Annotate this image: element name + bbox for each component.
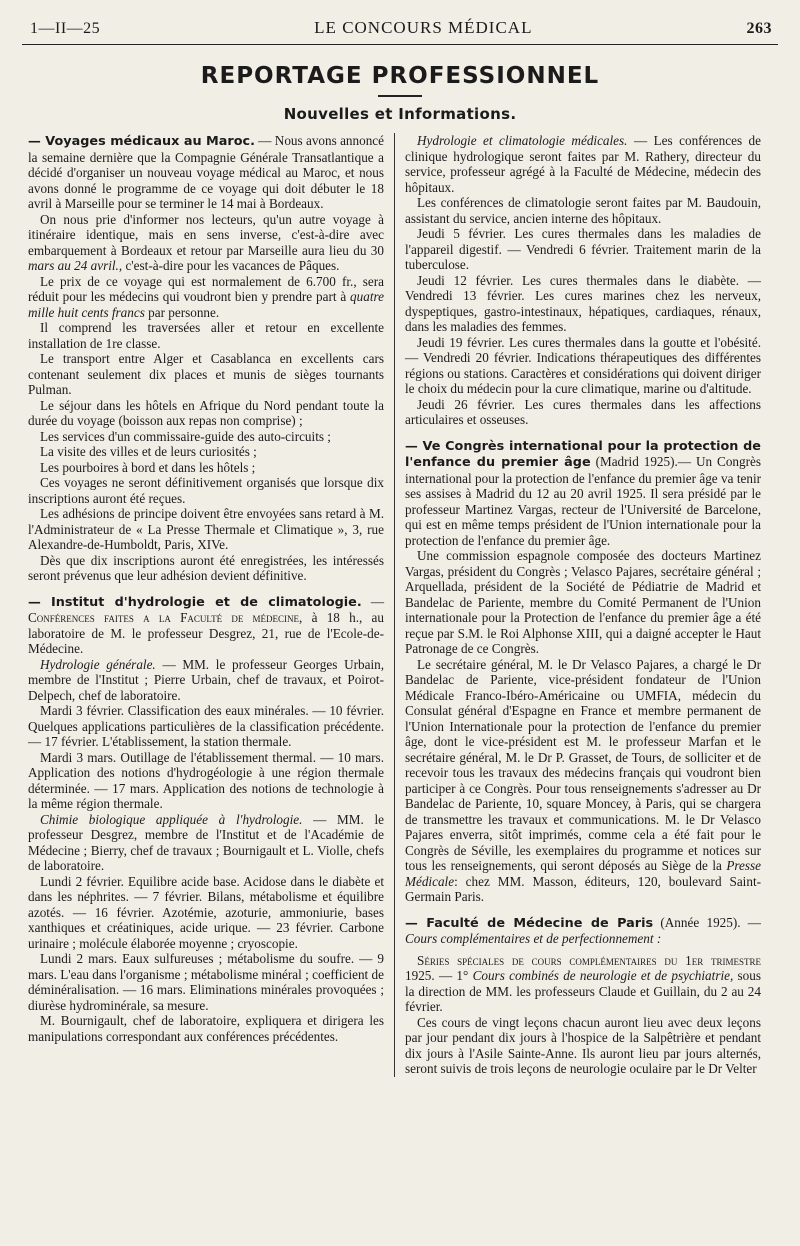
voyages-text-5: Le transport entre Alger et Casablanca en excellents cars contenant seulement dix places et munis de sièges tournants Pulman. (28, 351, 384, 397)
section-title: REPORTAGE PROFESSIONNEL (200, 63, 600, 89)
lundi-2-mars: Lundi 2 mars. Eaux sulfureuses ; métabolisme du soufre. — 9 mars. L'eau dans l'organisme ; métabolisme minéral ; coefficient de déminéralisation. — 16 mars. Eliminations minérales provoquées ; diurèse hydrominérale, sa mesure. (28, 951, 384, 1013)
congres-text-3 (405, 657, 761, 905)
voyages-text-2c: , c'est-à-dire pour les vacances de Pâques. (118, 258, 340, 273)
voyages-text-6: Le séjour dans les hôtels en Afrique du Nord pendant toute la durée du voyage (boisson aux repas non comprise) ; (28, 397, 384, 428)
voyages-text-7: Les services d'un commissaire-guide des auto-circuits ; (40, 428, 331, 444)
voyages-text-10: Ces voyages ne seront définitivement organisés que lorsque dix inscriptions auront été reçues. (28, 475, 384, 506)
mardi-3-fevrier: Mardi 3 février. Classification des eaux minérales. — 10 février. Quelques applications particulières de la classification précédente.— 17 février. L'établissement, la station thermale. (28, 703, 384, 749)
page-number: 263 (746, 20, 772, 37)
clim-conf: Les conférences de climatologie seront faites par M. Baudouin, assistant du service, ancien interne des hôpitaux. (405, 195, 761, 226)
hydro-gen-text: — MM. le professeur Georges Urbain, membre de l'Institut ; Pierre Urbain, chef de travaux, et Poirot-Delpech, chef de laboratoire. (28, 656, 385, 703)
jeudi-12: Jeudi 12 février. Les cures thermales dans le diabète. — Vendredi 13 février. Les cures marines chez les nerveux, dyspeptiques, gastro-intestinaux, hépatiques, cardiaques, rénaux, dans les maladies des femmes. (405, 272, 761, 334)
voyages-text-2 (28, 212, 384, 274)
voyages-dates: mars au 24 avril. (28, 258, 119, 273)
hydro-gen (28, 657, 384, 704)
bournigault: M. Bournigault, chef de laboratoire, expliquera et dirigera les manipulations correspondant aux conférences précédentes. (28, 1013, 384, 1044)
subsection-title: Nouvelles et Informations. (283, 105, 517, 123)
chimie (28, 812, 384, 874)
voyages-text-3c: par personne. (144, 304, 220, 320)
series-b: sous la direction de MM. les professeurs Claude et Guillain, du 2 au 24 février. (405, 968, 761, 1014)
series-a: — 1° (434, 968, 473, 983)
jeudi-19: Jeudi 19 février. Les cures thermales dans la goutte et l'obésité. — Vendredi 20 février. Indications thérapeutiques des différentes régions ou stations. Caractères et considérations qui doivent diriger le choix du médecin pour la cure climatique, marine ou d'altitude. (405, 334, 761, 396)
faculte-subtitle: Cours complémentaires et de perfectionnement : (405, 931, 662, 946)
congres-text-1: (Madrid 1925).— Un Congrès international pour la protection de l'enfance du premier âge va tenir ses assises à Madrid du 12 au 20 avril 1925. Il sera présidé par le professeur Martinez Vargas, recteur de l'Université de Barcelone, qui est en même temps président de l'Union internationale pour la protection de l'enfance du premier âge. (405, 454, 761, 548)
jeudi-26: Jeudi 26 février. Les cures thermales dans les affections articulaires et osseuses. (405, 396, 761, 427)
left-column (22, 133, 395, 1077)
voyages-text-9: Les pourboires à bord et dans les hôtels ; (40, 459, 256, 475)
voyages-text-3 (28, 274, 384, 321)
title-rule (378, 95, 422, 97)
voyages-text-8: La visite des villes et de leurs curiosités ; (40, 444, 257, 459)
journal-title: LE CONCOURS MÉDICAL (314, 18, 533, 37)
institut-text: à 18 h., au laboratoire de M. le professeur Desgrez, 21, rue de l'Ecole-de-Médecine. (28, 610, 384, 656)
institut-subhead: — Conférences faites a la Faculté de médecine, (28, 593, 384, 625)
voyages-text-1: — Nous avons annoncé la semaine dernière que la Compagnie Générale Transatlantique a décidé d'organiser un nouveau voyage médical au Maroc, et nous avons donné le programme de ce voyage qui doit débuter le 18 avril à Marseille pour se terminer le 14 mai à Bordeaux. (28, 133, 385, 211)
cours-text: Ces cours de vingt leçons chacun auront lieu avec deux leçons par jour pendant dix jours à l'hospice de la Salpêtrière et pendant dix jours à l'Asile Sainte-Anne. Ils auront lieu par jours alternés, seront suivis de trois leçons de neurologie oculaire par le Dr Velter (405, 1014, 761, 1076)
right-column (395, 133, 765, 1077)
issue-date: 1—II—25 (30, 20, 101, 37)
hydro-clim (405, 133, 761, 195)
faculte-heading: — Faculté de Médecine de Paris (405, 915, 654, 931)
congres-text-3a: Le secrétaire général, M. le Dr Velasco Pajares, a chargé le Dr Bandelac de Pariente, vice-président fondateur de l'Union Médicale Franco-Ibéro-Américaine ou UMFIA, médecin du Consulat général d'Espagne en France et membre permanent de l'Union Internationale pour la protection de l'enfance du premier âge, dont le vice-président est M. le professeur Marfan et le secrétaire général, M. le Dr P. Grasset, de Tours, de solliciter et de recevoir tous les travaux des médecins français qui voudront bien participer à ce Congrès. Pour tous renseignements s'adresser au Dr Bandelac de Pariente, 10, square Moncey, à Paris, qui se chargera de transmettre les travaux et communications. M. le Dr Velasco Pajares enverra, sitôt imprimés, comme cela a été fait pour le Congrès de Séville, les exemplaires du programme et notices sur tous les renseignements, qui seront déposés au Siège de la (405, 656, 761, 873)
congres-text-3c: : chez MM. Masson, éditeurs, 120, boulevard Saint-Germain Paris. (405, 873, 761, 904)
running-header (22, 18, 778, 38)
voyages-heading: — Voyages médicaux au Maroc. (28, 134, 255, 149)
congres-heading: — Ve Congrès international pour la protection de l'enfance du premier âge (405, 438, 761, 470)
faculte-year: (Année 1925). — (653, 914, 761, 930)
voyages-text-12: Dès que dix inscriptions auront été enregistrées, les intéressés seront prévenus que leur adhésion devient définitive. (28, 552, 384, 583)
series-heading: Séries spéciales de cours complémentaires du 1er trimestre 1925. (405, 952, 761, 983)
hydro-clim-text: — Les conférences de clinique hydrologique seront faites par M. Rathery, directeur du service, professeur agrégé à la Faculté de Médecine, médecin des hôpitaux. (405, 133, 761, 195)
jeudi-5: Jeudi 5 février. Les cures thermales dans les maladies de l'appareil digestif. — Vendredi 6 février. Traitement marin de la tuberculose. (405, 226, 761, 272)
mardi-3-mars: Mardi 3 mars. Outillage de l'établissement thermal. — 10 mars. Application des notions d'hydrogéologie à une région thermale déterminée. — 17 mars. Application des notions de technologie à la même région thermale. (28, 749, 384, 811)
lundi-2-fevrier: Lundi 2 février. Equilibre acide base. Acidose dans le diabète et dans les néphrites. — 7 février. Bilans, métabolisme et équilibre azotés. — 16 février. Azotémie, azoturie, ammoniurie, bases xanthiques et créatiniques, acide urique. — 23 février. Carbone urinaire ; molécule élaborée moyenne ; cryoscopie. (28, 873, 384, 951)
chimie-text: — MM. le professeur Desgrez, membre de l'Institut et de l'Académie de Médecine ; Bierry, chef de travaux ; Bournigault et L. Violle, chefs de laboratoire. (28, 811, 385, 873)
hydro-gen-title: Hydrologie générale. (40, 656, 156, 672)
header-rule (22, 44, 778, 45)
voyages-text-4: Il comprend les traversées aller et retour en excellente installation de 1re classe. (28, 320, 384, 351)
voyages-price: quatre mille huit cents francs (28, 289, 384, 320)
voyages-text-3a: Le prix de ce voyage qui est normalement de 6.700 fr., sera réduit pour les médecins qui voudront bien y prendre part à (28, 273, 384, 304)
institut-heading: — Institut d'hydrologie et de climatologie. (28, 594, 362, 610)
series (405, 953, 761, 1015)
presse-medicale: Presse Médicale (405, 858, 761, 889)
article-columns (22, 133, 778, 1077)
chimie-title: Chimie biologique appliquée à l'hydrologie. (40, 811, 303, 827)
voyages-text-2a: On nous prie d'informer nos lecteurs, qu'un autre voyage à itinéraire identique, mais en sens inverse, c'est-à-dire avec embarquement à Bordeaux et retour par Marseille aura lieu du 30 (28, 211, 384, 258)
voyages-text-11: Les adhésions de principe doivent être envoyées sans retard à M. l'Administrateur de « La Presse Thermale et Climatique », 3, rue Alexandre-de-Humboldt, Paris, XIVe. (28, 506, 384, 552)
congres-text-2: Une commission espagnole composée des docteurs Martinez Vargas, président du Congrès ; Velasco Pajares, secrétaire général ; Arquellada, président de la Société de Pédiatrie de Madrid et Bandelac de Pariente, membre du Comité Permanent de l'Union internationale pour la Protection de l'enfance du premier âge a été reçue par S.M. le Roi Alphonse XIII, qui a daigné accepter le Haut Patronage de ce Congrès. (405, 548, 761, 656)
series-course: Cours combinés de neurologie et de psychiatrie, (472, 968, 734, 983)
hydro-clim-title: Hydrologie et climatologie médicales. (417, 133, 628, 148)
